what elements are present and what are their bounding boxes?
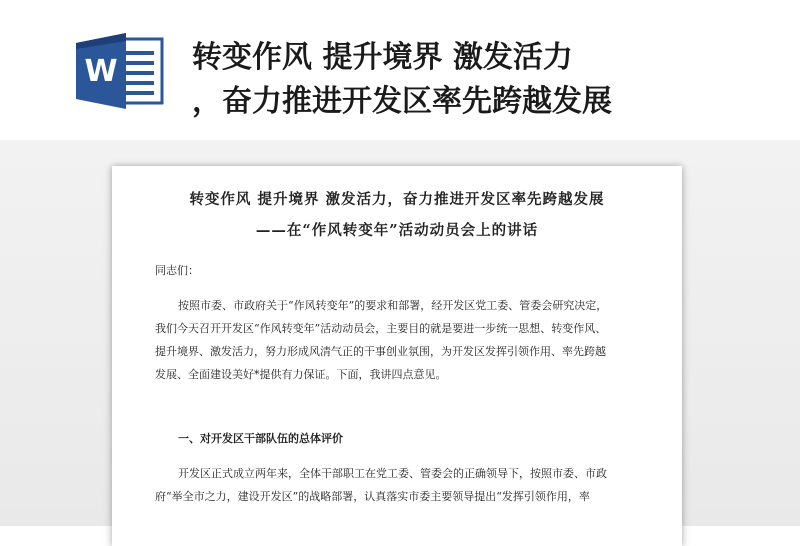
paragraph-line: 我们今天召开开发区“作风转变年”活动动员会，主要目的就是要进一步统一思想、转变作风、 xyxy=(155,322,607,335)
paragraph-line: 提升境界、激发活力，努力形成风清气正的干事创业氛围，为开发区发挥引领作用、率先跨越 xyxy=(155,345,606,358)
header xyxy=(0,0,800,140)
paragraph-line: 按照市委、市政府关于“作风转变年”的要求和部署，经开发区党工委、管委会研究决定， xyxy=(178,299,608,312)
paragraph-line: 府“举全市之力，建设开发区”的战略部署，认真落实市委主要领导提出“发挥引领作用，率 xyxy=(155,490,590,503)
paragraph-1 xyxy=(155,294,655,386)
document-title: 转变作风 提升境界 激发活力，奋力推进开发区率先跨越发展 xyxy=(189,191,605,208)
document-subtitle: ——在“作风转变年”活动动员会上的讲话 xyxy=(255,222,539,239)
page-title-line-2: ，奋力推进开发区率先跨越发展 xyxy=(192,84,612,119)
paragraph-line: 发展、全面建设美好*提供有力保证。下面，我讲四点意见。 xyxy=(155,368,447,381)
paragraph-line: 开发区正式成立两年来，全体干部职工在党工委、管委会的正确领导下，按照市委、市政 xyxy=(178,467,607,480)
paragraph-2 xyxy=(155,462,655,508)
word-document-icon xyxy=(76,33,166,109)
page-title-line-1: 转变作风 提升境界 激发活力 xyxy=(192,40,573,75)
page-title xyxy=(192,36,752,124)
document-page xyxy=(112,166,682,546)
word-icon-letter: W xyxy=(84,54,118,89)
salutation: 同志们： xyxy=(155,264,199,277)
section-heading-1: 一、对开发区干部队伍的总体评价 xyxy=(178,432,343,445)
